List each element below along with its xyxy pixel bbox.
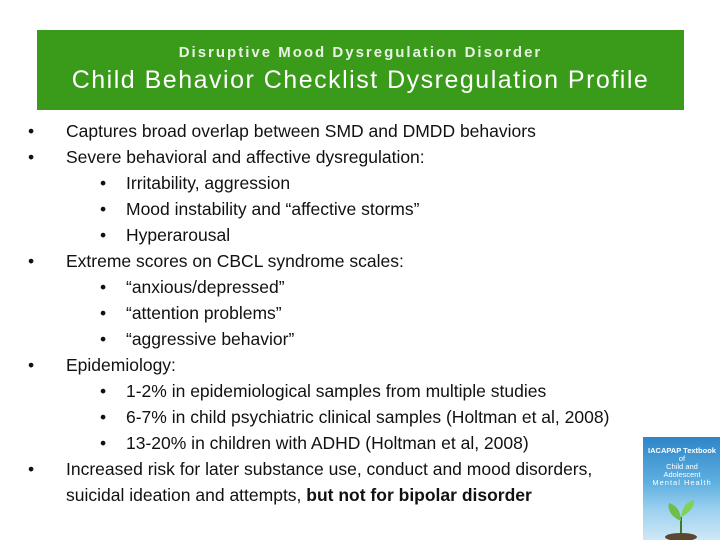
bullet-list	[28, 118, 698, 508]
sub-bullet-text: “anxious/depressed”	[126, 277, 285, 297]
bullet-text: Captures broad overlap between SMD and DMDD behaviors	[66, 121, 536, 141]
slide-title: Child Behavior Checklist Dysregulation Profile	[71, 66, 650, 94]
sub-bullet-item	[28, 170, 698, 196]
bullet-item	[28, 118, 698, 144]
bullet-continuation	[28, 482, 698, 508]
book-cover-line: IACAPAP Textbook	[648, 446, 716, 455]
book-cover-line: Mental Health	[652, 478, 712, 487]
bullet-icon: •	[100, 433, 107, 453]
bullet-icon: •	[100, 303, 107, 323]
sub-bullet-text: “aggressive behavior”	[126, 329, 295, 349]
book-cover-line: Child and Adolescent	[663, 462, 701, 479]
book-cover-line: of	[678, 454, 686, 463]
bullet-icon: •	[100, 225, 107, 245]
sub-bullet-text: 6-7% in child psychiatric clinical samples (Holtman et al, 2008)	[126, 407, 610, 427]
bullet-text: suicidal ideation and attempts,	[66, 485, 307, 505]
bullet-item	[28, 144, 698, 170]
bullet-text: Epidemiology:	[66, 355, 176, 375]
bullet-text: Extreme scores on CBCL syndrome scales:	[66, 251, 404, 271]
bullet-icon: •	[28, 355, 35, 375]
sub-bullet-item	[28, 222, 698, 248]
bold-emphasis: but not for bipolar disorder	[306, 485, 532, 505]
sub-bullet-text: Hyperarousal	[126, 225, 231, 245]
sub-bullet-item	[28, 378, 698, 404]
bullet-text: Increased risk for later substance use, conduct and mood disorders,	[66, 459, 593, 479]
bullet-icon: •	[28, 121, 35, 141]
bullet-icon: •	[100, 199, 107, 219]
bullet-item	[28, 352, 698, 378]
sub-bullet-text: Irritability, aggression	[126, 173, 291, 193]
seedling-icon	[661, 495, 701, 540]
sub-bullet-item	[28, 430, 698, 456]
book-cover-title	[647, 447, 717, 487]
bullet-icon: •	[100, 407, 107, 427]
bullet-text: Severe behavioral and affective dysregulation:	[66, 147, 425, 167]
sub-bullet-item	[28, 404, 698, 430]
sub-bullet-text: Mood instability and “affective storms”	[126, 199, 420, 219]
bullet-icon: •	[28, 147, 35, 167]
sub-bullet-text: 1-2% in epidemiological samples from multiple studies	[126, 381, 547, 401]
sub-bullet-item	[28, 274, 698, 300]
sub-bullet-item	[28, 326, 698, 352]
bullet-icon: •	[100, 329, 107, 349]
bullet-icon: •	[100, 277, 107, 297]
bullet-item	[28, 456, 698, 482]
bullet-icon: •	[100, 381, 107, 401]
sub-bullet-text: “attention problems”	[126, 303, 282, 323]
bullet-icon: •	[28, 251, 35, 271]
bullet-item	[28, 248, 698, 274]
bullet-icon: •	[100, 173, 107, 193]
sub-bullet-item	[28, 300, 698, 326]
book-cover-image	[643, 437, 720, 540]
sub-bullet-text: 13-20% in children with ADHD (Holtman et al, 2008)	[126, 433, 529, 453]
sub-bullet-item	[28, 196, 698, 222]
title-banner	[37, 30, 684, 110]
slide-subtitle: Disruptive Mood Dysregulation Disorder	[178, 44, 543, 61]
bullet-icon: •	[28, 459, 35, 479]
